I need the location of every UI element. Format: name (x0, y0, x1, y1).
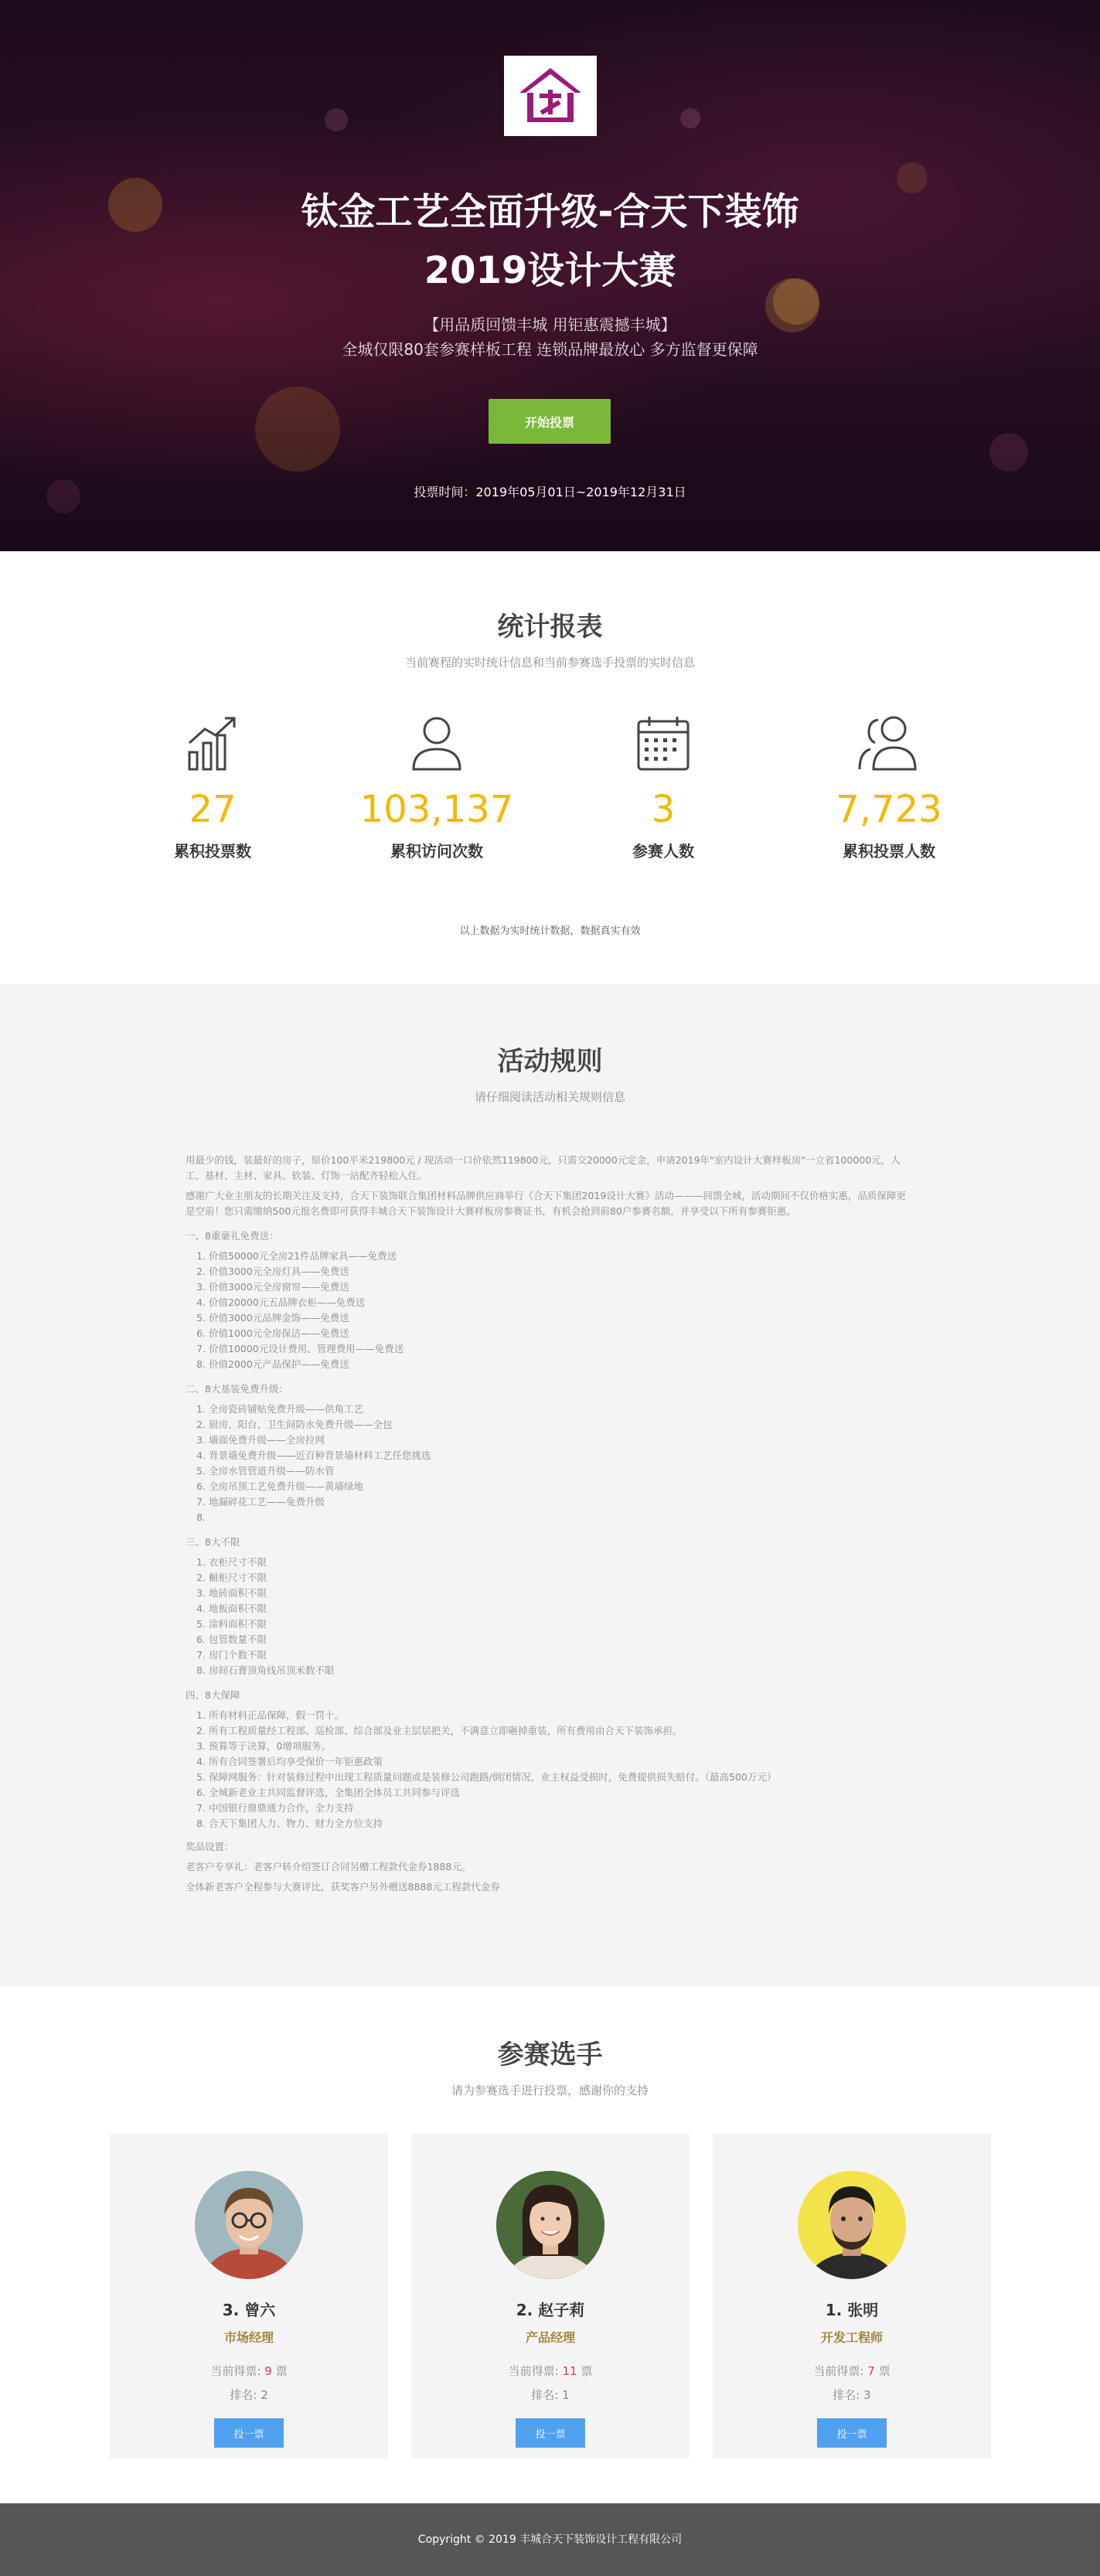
stat-value: 103,137 (359, 788, 514, 831)
list-item: 8. 价值2000元产品保护——免费送 (209, 1357, 912, 1372)
rules-intro: 感谢广大业主朋友的长期关注及支持，合天下装饰联合集团材料品牌供应商举行《合天下集团2019设计大赛》活动———回馈全城，活动期间不仅价格实惠，品质保障更是空前！您只需缴纳500元报名费即可获得丰城合天下装饰设计大赛样板房参赛证书，有机会抢到前80户参赛名额，并享受以下所有参赛钜惠。 (186, 1190, 906, 1217)
hero-title-line1: 钛金工艺全面升级-合天下装饰 (301, 190, 799, 233)
user-icon (409, 714, 465, 772)
contestant-card (110, 2134, 388, 2458)
list-item: 3. 墙面免费升级——全房拉网 (209, 1433, 912, 1448)
list-item: 3. 地砖面积不限 (209, 1586, 912, 1601)
stat-label: 累积投票人数 (843, 842, 935, 860)
avatar (195, 2171, 303, 2279)
list-item: 4. 所有合同签署后均享受保价一年钜惠政策 (209, 1754, 912, 1770)
rules-section (0, 984, 1100, 1987)
list-item: 4. 地板面积不限 (209, 1601, 912, 1617)
house-logo-icon (513, 65, 587, 127)
list-item: 7. 地漏碎花工艺——免费升级 (209, 1494, 912, 1510)
contestant-name: 2. 赵子莉 (516, 2301, 585, 2319)
contest-subtitle: 请为参赛选手进行投票，感谢你的支持 (451, 2084, 649, 2097)
list-item: 1. 价值50000元全房21件品牌家具——免费送 (209, 1249, 912, 1264)
vote-button[interactable]: 投一票 (214, 2418, 284, 2448)
rules-list (186, 1402, 912, 1525)
stats-section (0, 551, 1100, 984)
stat-value: 27 (189, 788, 237, 831)
stats-subtitle: 当前赛程的实时统计信息和当前参赛选手投票的实时信息 (404, 656, 695, 670)
stat-participants (547, 710, 779, 861)
list-item (209, 1510, 912, 1525)
list-item: 7. 中国银行鼎鼎通力合作，全力支持 (209, 1801, 912, 1816)
list-item: 7. 价值10000元设计费用、管理费用——免费送 (209, 1341, 912, 1357)
rules-title: 活动规则 (497, 1046, 603, 1077)
contestant-votes: 当前得票: 7 票 (813, 2364, 891, 2378)
stat-label: 参赛人数 (632, 842, 694, 860)
contestant-role: 开发工程师 (820, 2330, 883, 2345)
rules-list (186, 1708, 912, 1831)
bar-chart-icon (185, 714, 240, 772)
stats-title: 统计报表 (497, 612, 603, 642)
rules-list (186, 1555, 912, 1678)
avatar (798, 2171, 906, 2279)
contestant-role: 产品经理 (525, 2330, 575, 2345)
list-item: 1. 所有材料正品保障，假一罚十。 (209, 1708, 912, 1723)
list-item: 6. 全房吊顶工艺免费升级——黄墙绿地 (209, 1479, 912, 1494)
calendar-icon (635, 714, 691, 772)
hero-banner (0, 0, 1100, 551)
vote-time: 投票时间：2019年05月01日~2019年12月31日 (414, 485, 686, 499)
prize-heading: 奖品设置： (186, 1841, 234, 1852)
users-icon (857, 714, 921, 772)
list-item: 3. 预算等于决算，0增项服务。 (209, 1739, 912, 1754)
list-item: 6. 包管数量不限 (209, 1632, 912, 1647)
stats-note: 以上数据为实时统计数据，数据真实有效 (459, 925, 641, 937)
contestant-rank: 排名: 1 (531, 2388, 570, 2402)
hero-subtitle-line1: 【用品质回馈丰城 用钜惠震撼丰城】 (424, 315, 676, 334)
list-item: 3. 价值3000元全房窗帘——免费送 (209, 1279, 912, 1295)
list-item: 6. 全城新老业主共同监督评选，全集团全体员工共同参与评选 (209, 1785, 912, 1801)
contestants-section (0, 1987, 1100, 2503)
hero-title-line2: 2019设计大赛 (424, 249, 676, 292)
stat-label: 累积投票数 (174, 842, 251, 860)
contestant-votes: 当前得票: 9 票 (210, 2364, 288, 2378)
avatar (496, 2171, 604, 2279)
rules-subtitle: 请仔细阅读活动相关规则信息 (474, 1090, 625, 1104)
vote-button[interactable]: 投一票 (817, 2418, 887, 2448)
vote-button[interactable]: 投一票 (516, 2418, 585, 2448)
footer (0, 2503, 1100, 2576)
rules-list (186, 1249, 912, 1372)
stat-total-visits (321, 710, 553, 861)
list-item: 6. 价值1000元全房保洁——免费送 (209, 1326, 912, 1341)
rules-body (186, 1153, 912, 1900)
list-item: 8. 房间石膏顶角线吊顶米数不限 (209, 1663, 912, 1678)
list-item: 7. 房门个数不限 (209, 1647, 912, 1663)
stat-label: 累积访问次数 (390, 842, 483, 860)
list-item: 2. 所有工程质量经工程部、巡检部、综合部及业主层层把关，不满意立即砸掉重装，所有费用由合天下装饰承担。 (209, 1723, 912, 1739)
stat-total-votes (97, 710, 329, 861)
vote-count: 7 (867, 2364, 875, 2378)
list-item: 2. 橱柜尺寸不限 (209, 1570, 912, 1586)
start-vote-button[interactable]: 开始投票 (489, 399, 611, 444)
list-item: 5. 保障网服务：针对装修过程中出现工程质量问题或是装修公司跑路/倒闭情况，业主权益受损时，免费提供损失赔付。（最高500万元） (209, 1770, 912, 1785)
stat-total-voters (773, 710, 1005, 861)
contest-title: 参赛选手 (497, 2039, 603, 2070)
list-item: 4. 背景墙免费升级——近百种背景墙材料工艺任您挑选 (209, 1448, 912, 1463)
rules-heading: 三、8大不限 (186, 1536, 240, 1548)
hero-subtitle-line2: 全城仅限80套参赛样板工程 连锁品牌最放心 多方监督更保障 (342, 340, 758, 359)
contestant-role: 市场经理 (223, 2330, 274, 2345)
rules-heading: 二、8大基装免费升级： (186, 1383, 288, 1395)
list-item: 8. 合天下集团人力、物力、财力全方位支持 (209, 1816, 912, 1831)
list-item: 5. 涂料面积不限 (209, 1617, 912, 1632)
contestant-name: 3. 曾六 (222, 2301, 276, 2319)
prize-text: 全体新老客户全程参与大赛评比，获奖客户另外赠送8888元工程款代金券 (186, 1881, 500, 1893)
list-item: 5. 全房水管管道升级——防水管 (209, 1463, 912, 1479)
contestant-card (411, 2134, 690, 2458)
rules-heading: 四、8大保障 (186, 1689, 240, 1701)
rules-heading: 一、8重豪礼免费送： (186, 1230, 279, 1242)
vote-count: 9 (264, 2364, 272, 2378)
rules-intro: 用最少的钱，装最好的房子，原价100平米219800元 / 现活动一口价依然119800元，只需交20000元定金，申请2019年"室内设计大赛样板房"一立省100000元，人工、基材、主材、家具、软装、灯饰一站配齐轻松入住。 (186, 1154, 901, 1181)
contestant-votes: 当前得票: 11 票 (508, 2364, 593, 2378)
vote-count: 11 (562, 2364, 577, 2378)
stat-value: 3 (651, 788, 676, 831)
list-item: 1. 衣柜尺寸不限 (209, 1555, 912, 1570)
copyright-text: Copyright © 2019 丰城合天下装饰设计工程有限公司 (417, 2533, 683, 2546)
list-item: 4. 价值20000元五品牌衣柜——免费送 (209, 1295, 912, 1310)
list-item: 5. 价值3000元品牌金饰——免费送 (209, 1310, 912, 1326)
brand-logo[interactable] (504, 56, 597, 136)
contestant-card (713, 2134, 991, 2458)
stat-value: 7,723 (836, 788, 942, 831)
list-item: 2. 价值3000元全房灯具——免费送 (209, 1264, 912, 1279)
contestant-rank: 排名: 3 (833, 2388, 871, 2402)
contestant-name: 1. 张明 (825, 2301, 879, 2319)
list-item: 2. 厨房、阳台、卫生间防水免费升级——全包 (209, 1417, 912, 1433)
contestant-rank: 排名: 2 (230, 2388, 268, 2402)
list-item: 1. 全房瓷砖铺贴免费升级——供角工艺 (209, 1402, 912, 1417)
prize-text: 老客户专享礼：老客户转介绍签订合同另赠工程款代金券1888元。 (186, 1861, 472, 1872)
